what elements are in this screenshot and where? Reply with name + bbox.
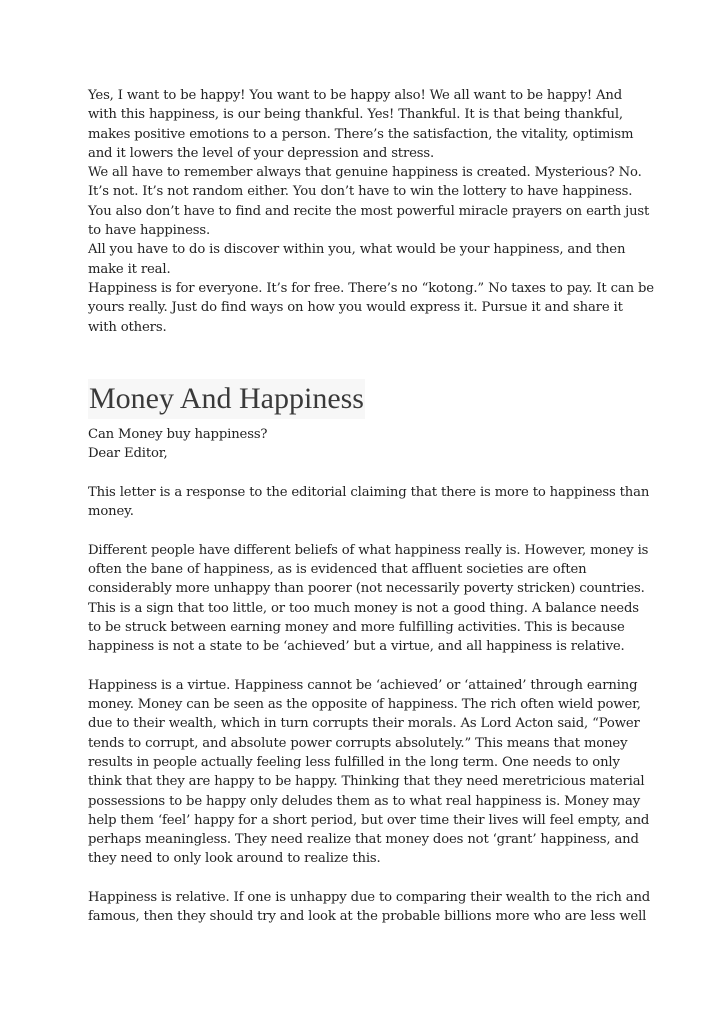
paragraph-beliefs xyxy=(88,541,648,657)
text-line: yours really. Just do find ways on how you would express it. Pursue it and share it xyxy=(88,300,623,316)
paragraph-virtue xyxy=(88,676,648,869)
paragraph-relative xyxy=(88,888,651,927)
text-line: This is a sign that too little, or too much money is not a good thing. A balance needs xyxy=(88,600,639,616)
text-line: Different people have different beliefs of what happiness really is. However, money is xyxy=(88,542,649,558)
paragraph-spacer xyxy=(88,656,648,675)
paragraph-response xyxy=(88,483,648,522)
text-line: We all have to remember always that genuine happiness is created. Mysterious? No. xyxy=(88,165,642,181)
section-spacer xyxy=(88,337,648,379)
paragraph-spacer xyxy=(88,521,648,540)
text-line: often the bane of happiness, as is evidenced that affluent societies are often xyxy=(88,561,587,577)
text-line: results in people actually feeling less fulfilled in the long term. One needs to only xyxy=(88,754,620,770)
text-line: This letter is a response to the editorial claiming that there is more to happiness than xyxy=(88,484,650,500)
text-line: with others. xyxy=(88,319,167,335)
text-line: famous, then they should try and look at the probable billions more who are less well xyxy=(88,909,647,925)
text-line: considerably more unhappy than poorer (not necessarily poverty stricken) countries. xyxy=(88,581,645,597)
text-line: Yes, I want to be happy! You want to be happy also! We all want to be happy! And xyxy=(88,88,623,103)
intro-paragraph xyxy=(88,86,654,337)
text-line: happiness is not a state to be ‘achieved’ but a virtue, and all happiness is relative. xyxy=(88,639,625,655)
text-line: think that they are happy to be happy. Thinking that they need meretricious material xyxy=(88,774,645,790)
section-heading-wrapper xyxy=(88,379,648,421)
document-page xyxy=(88,86,654,927)
text-line: Happiness is a virtue. Happiness cannot be ‘achieved’ or ‘attained’ through earning xyxy=(88,677,638,693)
section-heading: Money And Happiness xyxy=(88,379,365,419)
text-line: perhaps meaningless. They need realize that money does not ‘grant’ happiness, and xyxy=(88,832,639,848)
text-line: and it lowers the level of your depression and stress. xyxy=(88,145,435,161)
text-line: All you have to do is discover within you, what would be your happiness, and then xyxy=(88,242,626,258)
text-line: with this happiness, is our being thankful. Yes! Thankful. It is that being thankful, xyxy=(88,107,623,123)
text-line: makes positive emotions to a person. There’s the satisfaction, the vitality, optimism xyxy=(88,126,634,142)
question-line: Can Money buy happiness? xyxy=(88,426,268,442)
salutation-line: Dear Editor, xyxy=(88,446,168,462)
text-line: possessions to be happy only deludes them as to what real happiness is. Money may xyxy=(88,793,641,809)
text-line: help them ‘feel’ happy for a short period, but over time their lives will feel empty, and xyxy=(88,812,650,828)
text-line: Happiness is relative. If one is unhappy due to comparing their wealth to the rich and xyxy=(88,889,651,905)
text-line: due to their wealth, which in turn corrupts their morals. As Lord Acton said, “Power xyxy=(88,716,640,732)
text-line: money. xyxy=(88,504,134,520)
text-line: to be struck between earning money and more fulfilling activities. This is because xyxy=(88,619,625,635)
text-line: Happiness is for everyone. It’s for free. There’s no “kotong.” No taxes to pay. It can be xyxy=(88,280,654,296)
text-line: make it real. xyxy=(88,261,171,277)
paragraph-spacer xyxy=(88,869,648,888)
text-line: tends to corrupt, and absolute power corrupts absolutely.” This means that money xyxy=(88,735,628,751)
paragraph-spacer xyxy=(88,463,648,482)
text-line: they need to only look around to realize this. xyxy=(88,851,381,867)
text-line: to have happiness. xyxy=(88,223,211,239)
text-line: It’s not. It’s not random either. You don’t have to win the lottery to have happiness. xyxy=(88,184,633,200)
text-line: You also don’t have to find and recite the most powerful miracle prayers on earth just xyxy=(88,203,650,219)
text-line: money. Money can be seen as the opposite of happiness. The rich often wield power, xyxy=(88,697,641,713)
